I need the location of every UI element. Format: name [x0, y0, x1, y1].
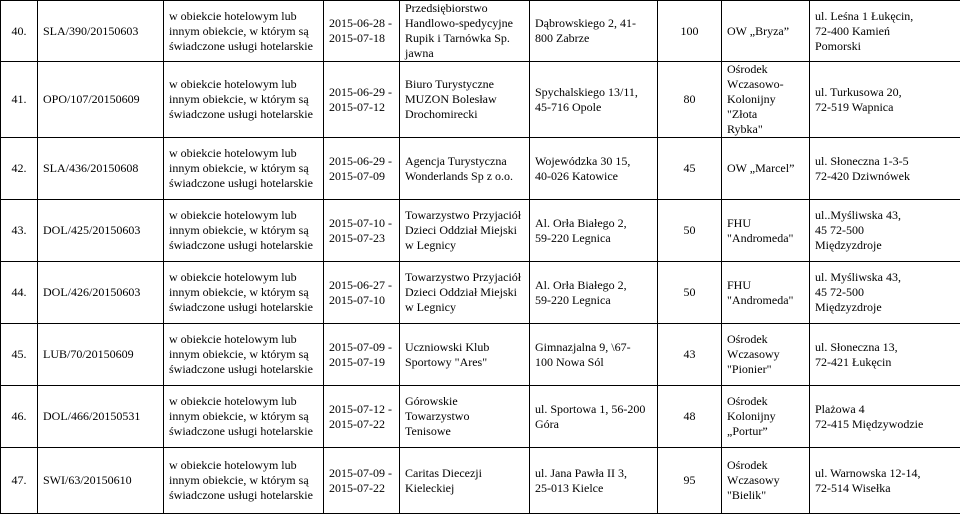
row-number-cell [1, 138, 38, 200]
venue-name: Ośrodek Wczasowy "Pionier" [727, 332, 804, 377]
table-row [1, 62, 960, 138]
venue-name-cell [722, 62, 810, 138]
participant-count: 100 [663, 24, 716, 39]
participant-count-cell [658, 262, 722, 324]
organizer-name: Biuro Turystyczne MUZON Bolesław Drochomirecki [405, 77, 524, 122]
organizer-name-cell [400, 448, 530, 514]
organizer-address: ul. Sportowa 1, 56-200 Góra [535, 402, 652, 432]
date-range-cell [324, 386, 400, 448]
date-range: 2015-06-29 - 2015-07-12 [329, 85, 394, 115]
venue-name: OW „Marcel” [727, 161, 804, 176]
row-number: 46. [3, 409, 35, 424]
participant-count: 50 [663, 285, 716, 300]
case-number-cell [38, 62, 164, 138]
row-number-cell [1, 448, 38, 514]
venue-name: FHU "Andromeda" [727, 216, 804, 246]
row-number-cell [1, 1, 38, 62]
venue-address: ul..Myśliwska 43, 45 72-500 Międzyzdroje [815, 208, 955, 253]
venue-address-cell [810, 62, 960, 138]
organizer-address-cell [530, 138, 658, 200]
date-range: 2015-06-29 - 2015-07-09 [329, 154, 394, 184]
date-range-cell [324, 62, 400, 138]
organizer-address: ul. Jana Pawła II 3, 25-013 Kielce [535, 466, 652, 496]
accommodation-form: w obiekcie hotelowym lub innym obiekcie, w którym są świadczone usługi hotelarskie [169, 208, 318, 253]
accommodation-form-cell [164, 1, 324, 62]
organizer-name-cell [400, 138, 530, 200]
accommodation-form-cell [164, 62, 324, 138]
case-number-cell [38, 138, 164, 200]
table-row [1, 448, 960, 514]
venue-name-cell [722, 1, 810, 62]
venue-name: Ośrodek Kolonijny „Portur” [727, 394, 804, 439]
table-row [1, 324, 960, 386]
organizer-address-cell [530, 262, 658, 324]
venue-address: ul. Słoneczna 13, 72-421 Łukęcin [815, 340, 955, 370]
organizer-name-cell [400, 200, 530, 262]
case-number: DOL/466/20150531 [43, 409, 158, 424]
participant-count: 43 [663, 347, 716, 362]
venue-address-cell [810, 200, 960, 262]
case-number-cell [38, 200, 164, 262]
date-range-cell [324, 138, 400, 200]
row-number-cell [1, 200, 38, 262]
organizer-address: Al. Orła Białego 2, 59-220 Legnica [535, 278, 652, 308]
row-number: 42. [3, 161, 35, 176]
row-number: 47. [3, 473, 35, 488]
case-number-cell [38, 386, 164, 448]
case-number-cell [38, 324, 164, 386]
venue-address-cell [810, 262, 960, 324]
accommodation-form: w obiekcie hotelowym lub innym obiekcie, w którym są świadczone usługi hotelarskie [169, 332, 318, 377]
venue-address: ul. Warnowska 12-14, 72-514 Wisełka [815, 466, 955, 496]
date-range: 2015-07-09 - 2015-07-19 [329, 340, 394, 370]
case-number: OPO/107/20150609 [43, 92, 158, 107]
participant-count-cell [658, 324, 722, 386]
venue-name-cell [722, 138, 810, 200]
venue-address: ul. Myśliwska 43, 45 72-500 Międzyzdroje [815, 270, 955, 315]
organizer-name-cell [400, 386, 530, 448]
table-row [1, 262, 960, 324]
organizer-address: Wojewódzka 30 15, 40-026 Katowice [535, 154, 652, 184]
venue-name: Ośrodek Wczasowo- Kolonijny "Złota Rybka" [727, 62, 804, 137]
accommodation-form-cell [164, 386, 324, 448]
accommodation-form: w obiekcie hotelowym lub innym obiekcie, w którym są świadczone usługi hotelarskie [169, 9, 318, 54]
row-number: 41. [3, 92, 35, 107]
date-range-cell [324, 262, 400, 324]
case-number: SLA/436/20150608 [43, 161, 158, 176]
organizer-name: Górowskie Towarzystwo Tenisowe [405, 394, 524, 439]
date-range-cell [324, 1, 400, 62]
date-range: 2015-06-28 - 2015-07-18 [329, 16, 394, 46]
organizer-address-cell [530, 386, 658, 448]
table-row [1, 200, 960, 262]
participant-count: 95 [663, 473, 716, 488]
participant-count-cell [658, 448, 722, 514]
accommodation-form: w obiekcie hotelowym lub innym obiekcie, w którym są świadczone usługi hotelarskie [169, 270, 318, 315]
case-number-cell [38, 448, 164, 514]
table-body [1, 1, 960, 514]
case-number: DOL/425/20150603 [43, 223, 158, 238]
venue-address-cell [810, 138, 960, 200]
venue-name-cell [722, 324, 810, 386]
organizer-address-cell [530, 448, 658, 514]
venue-address: ul. Leśna 1 Łukęcin, 72-400 Kamień Pomorski [815, 9, 955, 54]
table-row [1, 138, 960, 200]
date-range: 2015-07-09 - 2015-07-22 [329, 466, 394, 496]
accommodation-form: w obiekcie hotelowym lub innym obiekcie, w którym są świadczone usługi hotelarskie [169, 146, 318, 191]
venue-name: FHU "Andromeda" [727, 278, 804, 308]
venue-address: Plażowa 4 72-415 Międzywodzie [815, 402, 955, 432]
case-number: SWI/63/20150610 [43, 473, 158, 488]
organizer-address: Dąbrowskiego 2, 41- 800 Zabrze [535, 16, 652, 46]
organizer-address-cell [530, 62, 658, 138]
accommodation-form-cell [164, 138, 324, 200]
table-row [1, 386, 960, 448]
case-number: SLA/390/20150603 [43, 24, 158, 39]
accommodation-form-cell [164, 200, 324, 262]
table-row [1, 1, 960, 62]
organizer-address-cell [530, 200, 658, 262]
accommodation-form: w obiekcie hotelowym lub innym obiekcie, w którym są świadczone usługi hotelarskie [169, 394, 318, 439]
date-range: 2015-07-10 - 2015-07-23 [329, 216, 394, 246]
venue-address-cell [810, 386, 960, 448]
organizer-address: Gimnazjalna 9, \67- 100 Nowa Sól [535, 340, 652, 370]
organizer-name: Towarzystwo Przyjaciół Dzieci Oddział Miejski w Legnicy [405, 208, 524, 253]
row-number: 40. [3, 24, 35, 39]
row-number: 45. [3, 347, 35, 362]
venue-address-cell [810, 448, 960, 514]
row-number-cell [1, 386, 38, 448]
date-range-cell [324, 324, 400, 386]
participant-count-cell [658, 138, 722, 200]
organizer-address-cell [530, 324, 658, 386]
accommodation-form: w obiekcie hotelowym lub innym obiekcie, w którym są świadczone usługi hotelarskie [169, 458, 318, 503]
participant-count-cell [658, 200, 722, 262]
organizer-name: Agencja Turystyczna Wonderlands Sp z o.o. [405, 154, 524, 184]
participant-count: 48 [663, 409, 716, 424]
venue-name: OW „Bryza” [727, 24, 804, 39]
organizer-name: Caritas Diecezji Kieleckiej [405, 466, 524, 496]
organizer-name-cell [400, 262, 530, 324]
venue-address-cell [810, 1, 960, 62]
accommodation-form-cell [164, 262, 324, 324]
venue-address: ul. Słoneczna 1-3-5 72-420 Dziwnówek [815, 154, 955, 184]
date-range: 2015-06-27 - 2015-07-10 [329, 278, 394, 308]
row-number-cell [1, 62, 38, 138]
venue-name-cell [722, 448, 810, 514]
accommodation-form-cell [164, 448, 324, 514]
case-number-cell [38, 262, 164, 324]
participant-count: 80 [663, 92, 716, 107]
case-number: DOL/426/20150603 [43, 285, 158, 300]
participant-count-cell [658, 1, 722, 62]
participant-count-cell [658, 386, 722, 448]
organizer-name: Przedsiębiorstwo Handlowo-spedycyjne Rupik i Tarnówka Sp. jawna [405, 1, 524, 61]
organizer-name-cell [400, 1, 530, 62]
accommodation-form: w obiekcie hotelowym lub innym obiekcie, w którym są świadczone usługi hotelarskie [169, 77, 318, 122]
organizer-name-cell [400, 62, 530, 138]
venue-name-cell [722, 262, 810, 324]
venue-name-cell [722, 386, 810, 448]
row-number: 44. [3, 285, 35, 300]
venue-name-cell [722, 200, 810, 262]
organizer-name-cell [400, 324, 530, 386]
accommodation-form-cell [164, 324, 324, 386]
case-number-cell [38, 1, 164, 62]
date-range: 2015-07-12 - 2015-07-22 [329, 402, 394, 432]
participant-count: 45 [663, 161, 716, 176]
row-number-cell [1, 262, 38, 324]
row-number-cell [1, 324, 38, 386]
date-range-cell [324, 200, 400, 262]
venue-name: Ośrodek Wczasowy "Bielik" [727, 458, 804, 503]
venue-address: ul. Turkusowa 20, 72-519 Wapnica [815, 85, 955, 115]
organizer-name: Towarzystwo Przyjaciół Dzieci Oddział Miejski w Legnicy [405, 270, 524, 315]
organizer-name: Uczniowski Klub Sportowy "Ares" [405, 340, 524, 370]
organizer-address-cell [530, 1, 658, 62]
row-number: 43. [3, 223, 35, 238]
date-range-cell [324, 448, 400, 514]
participant-count-cell [658, 62, 722, 138]
participant-count: 50 [663, 223, 716, 238]
venue-address-cell [810, 324, 960, 386]
case-number: LUB/70/20150609 [43, 347, 158, 362]
organizer-address: Al. Orła Białego 2, 59-220 Legnica [535, 216, 652, 246]
organizer-address: Spychalskiego 13/11, 45-716 Opole [535, 85, 652, 115]
